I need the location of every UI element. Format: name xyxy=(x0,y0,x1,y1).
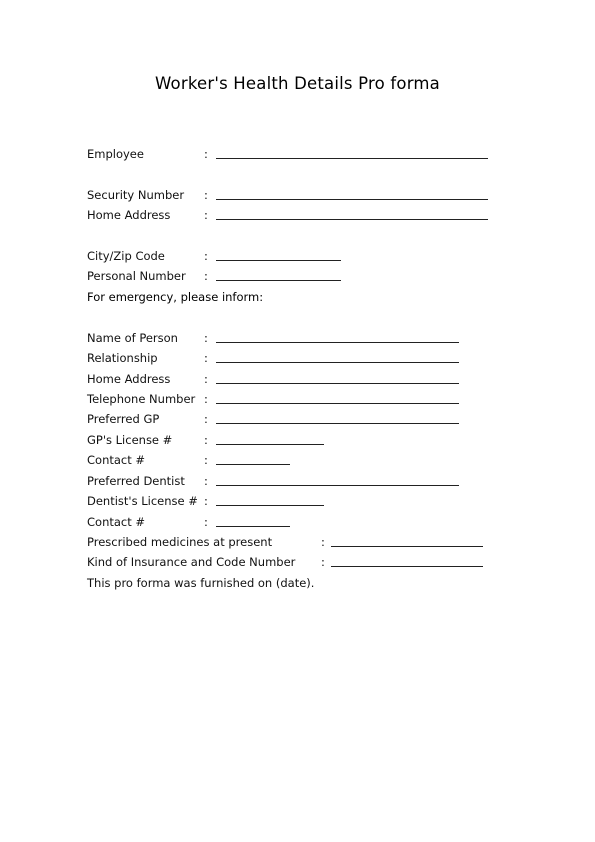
emergency-home-address-field[interactable] xyxy=(216,383,459,384)
separator-colon: : xyxy=(204,515,208,529)
employee-field[interactable] xyxy=(216,158,488,159)
dentist-license-label: Dentist's License # xyxy=(87,494,198,508)
insurance-label: Kind of Insurance and Code Number xyxy=(87,555,296,569)
city-zip-field[interactable] xyxy=(216,260,341,261)
gp-contact-label: Contact # xyxy=(87,453,146,467)
emergency-heading: For emergency, please inform: xyxy=(87,290,264,304)
separator-colon: : xyxy=(204,188,208,202)
telephone-number-label: Telephone Number xyxy=(87,392,196,406)
prescribed-medicines-field[interactable] xyxy=(331,546,483,547)
separator-colon: : xyxy=(204,331,208,345)
page-title: Worker's Health Details Pro forma xyxy=(155,74,440,93)
home-address-label: Home Address xyxy=(87,208,171,222)
personal-number-label: Personal Number xyxy=(87,269,186,283)
separator-colon: : xyxy=(204,249,208,263)
gp-contact-field[interactable] xyxy=(216,464,290,465)
security-number-label: Security Number xyxy=(87,188,185,202)
separator-colon: : xyxy=(321,535,325,549)
separator-colon: : xyxy=(204,433,208,447)
preferred-gp-label: Preferred GP xyxy=(87,412,160,426)
separator-colon: : xyxy=(204,453,208,467)
city-zip-label: City/Zip Code xyxy=(87,249,165,263)
relationship-field[interactable] xyxy=(216,362,459,363)
separator-colon: : xyxy=(204,208,208,222)
dentist-contact-field[interactable] xyxy=(216,526,290,527)
employee-label: Employee xyxy=(87,147,144,161)
relationship-label: Relationship xyxy=(87,351,158,365)
gp-license-field[interactable] xyxy=(216,444,324,445)
emergency-home-address-label: Home Address xyxy=(87,372,171,386)
separator-colon: : xyxy=(204,269,208,283)
separator-colon: : xyxy=(204,494,208,508)
home-address-field[interactable] xyxy=(216,219,488,220)
preferred-gp-field[interactable] xyxy=(216,423,459,424)
insurance-field[interactable] xyxy=(331,566,483,567)
emergency-name-field[interactable] xyxy=(216,342,459,343)
separator-colon: : xyxy=(204,474,208,488)
separator-colon: : xyxy=(204,147,208,161)
preferred-dentist-field[interactable] xyxy=(216,485,459,486)
security-number-field[interactable] xyxy=(216,199,488,200)
separator-colon: : xyxy=(204,351,208,365)
dentist-contact-label: Contact # xyxy=(87,515,146,529)
separator-colon: : xyxy=(204,392,208,406)
separator-colon: : xyxy=(204,412,208,426)
preferred-dentist-label: Preferred Dentist xyxy=(87,474,185,488)
emergency-name-label: Name of Person xyxy=(87,331,178,345)
personal-number-field[interactable] xyxy=(216,280,341,281)
separator-colon: : xyxy=(204,372,208,386)
telephone-number-field[interactable] xyxy=(216,403,459,404)
footer-note: This pro forma was furnished on (date). xyxy=(87,576,315,590)
separator-colon: : xyxy=(321,555,325,569)
prescribed-medicines-label: Prescribed medicines at present xyxy=(87,535,273,549)
dentist-license-field[interactable] xyxy=(216,505,324,506)
gp-license-label: GP's License # xyxy=(87,433,173,447)
